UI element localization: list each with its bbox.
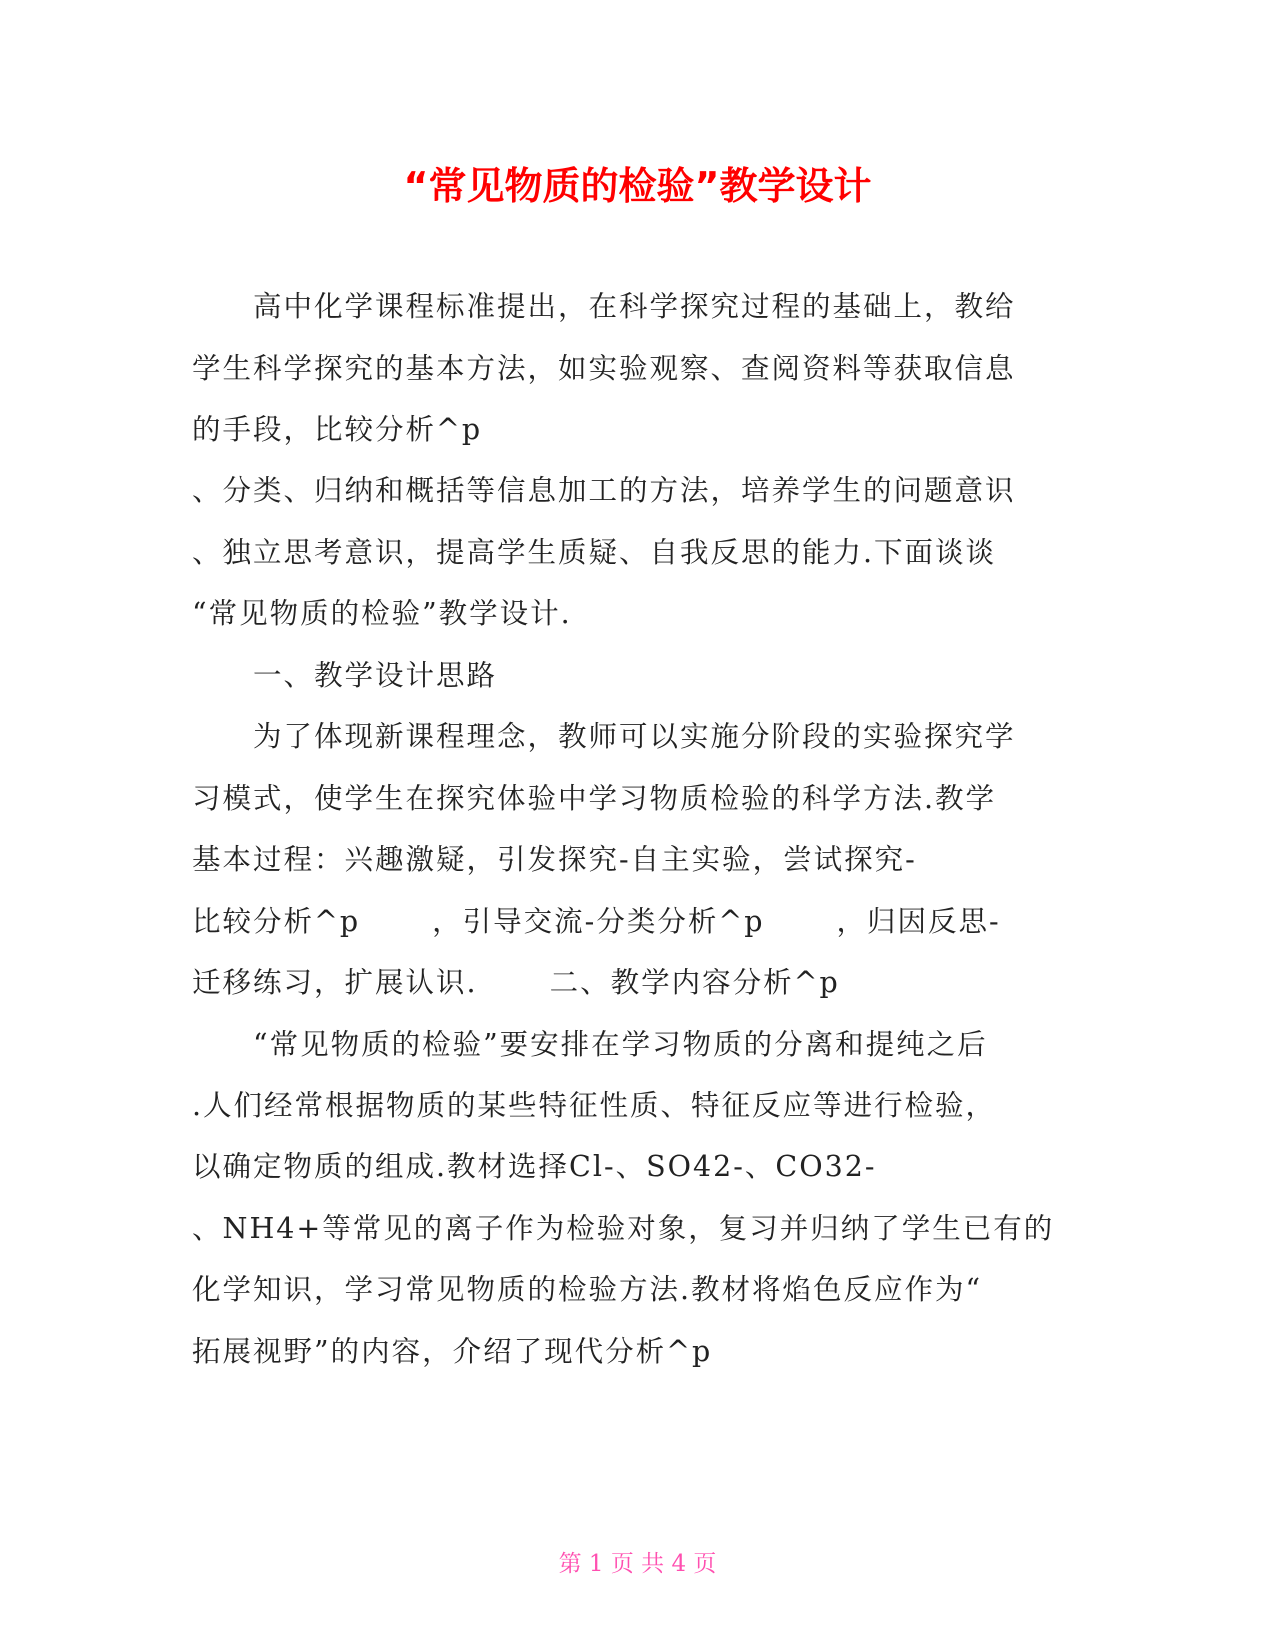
body-line-14: .人们经常根据物质的某些特征性质、特征反应等进行检验， — [192, 1089, 997, 1122]
body-line-2: 学生科学探究的基本方法，如实验观察、查阅资料等获取信息 — [192, 352, 1016, 385]
body-line-12: 迁移练习，扩展认识. 二、教学内容分析^p — [192, 966, 840, 999]
body-line-17: 化学知识，学习常见物质的检验方法.教材将焰色反应作为“ — [192, 1273, 983, 1306]
body-line-11: 比较分析^p ，引导交流-分类分析^p ，归因反思- — [192, 905, 1001, 938]
body-line-16: 、NH4+等常见的离子作为检验对象，复习并归纳了学生已有的 — [192, 1212, 1055, 1245]
document-title: “常见物质的检验”教学设计 — [403, 164, 872, 208]
body-line-9: 习模式，使学生在探究体验中学习物质检验的科学方法.教学 — [192, 782, 997, 815]
body-line-3: 的手段，比较分析^p — [192, 413, 483, 446]
body-line-8: 为了体现新课程理念，教师可以实施分阶段的实验探究学 — [192, 720, 1016, 753]
body-line-18: 拓展视野”的内容，介绍了现代分析^p — [192, 1335, 713, 1368]
body-line-5: 、独立思考意识，提高学生质疑、自我反思的能力.下面谈谈 — [192, 536, 997, 569]
body-line-1: 高中化学课程标准提出，在科学探究过程的基础上，教给 — [192, 290, 1016, 323]
page-number-footer: 第 1 页 共 4 页 — [558, 1551, 717, 1577]
body-line-4: 、分类、归纳和概括等信息加工的方法，培养学生的问题意识 — [192, 474, 1016, 507]
body-line-13: “常见物质的检验”要安排在学习物质的分离和提纯之后 — [192, 1028, 988, 1061]
body-line-6: “常见物质的检验”教学设计. — [192, 597, 572, 630]
body-line-10: 基本过程：兴趣激疑，引发探究-自主实验，尝试探究- — [192, 843, 917, 876]
body-line-15: 以确定物质的组成.教材选择Cl-、SO42-、CO32- — [192, 1150, 877, 1183]
section-heading-1: 一、教学设计思路 — [192, 659, 498, 692]
